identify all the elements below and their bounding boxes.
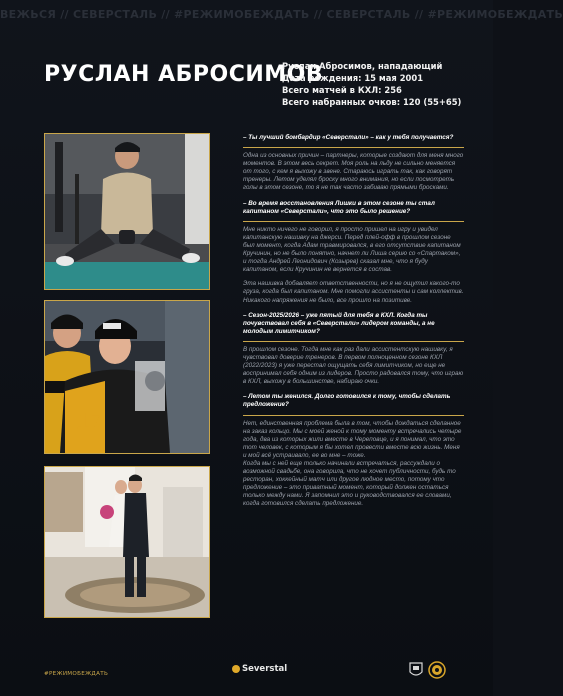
severstal-logo-text: Severstal [242,664,288,674]
top-banner-strip: ВЕЖЬСЯ // СЕВЕРСТАЛЬ // #РЕЖИМОБЕЖДАТЬ // СЕВЕРСТАЛЬ // #РЕЖИМОБЕЖДАТЬ [0,8,563,21]
severstal-mark-icon [232,665,240,673]
player-bio [282,60,461,108]
answer-1: Одна из основных причин – партнеры, которые создают для меня много моментов. В этом весь секрет. Моя роль на льду не сильно меняется от того, с кем я выхожу в звене. Стараюсь играть так, как говорят тренеры. Летом уделял броску много внимания, но если посмотреть голы в этом сезоне, то я не так часто забиваю прямыми бросками. [243,152,464,192]
answer-4-part-2: Когда мы с ней еще только начинали встречаться, рассуждали о возможной свадьбе, она говорила, что не хочет публичности, будь то ресторан, хоккейный матч или другое людное место, потому что предложение – это приватный момент, который должен остаться только между нами. Я запомнил это и руководствовался ее словами, когда готовился сделать предложение. [243,460,456,508]
question-divider [243,147,464,148]
severstal-logo [232,664,287,674]
wedding-photo [44,466,210,618]
club-emblem-icon [428,661,446,679]
player-name: РУСЛАН АБРОСИМОВ [44,62,324,87]
bio-games: Всего матчей в КХЛ: 256 [282,85,402,95]
question-1: – Ты лучший бомбардир «Северстали» – как у тебя получается? [243,134,454,141]
answer-2-part-1: Мне никто ничего не говорил, я просто пришел на игру и увидел капитанскую нашивку на джерси. Перед плей-офф в прошлом сезоне был момент, когда Адам травмировался, в его отсутствие капитаном Кручинин, но не было понятно, начнет ли Лиша серию со «Спартаком», и тогда Андрей Леонидович (Козырев) сказал мне, что я буду капитаном, если Кручинин не вернется в состав. [243,225,461,274]
bio-points: Всего набранных очков: 120 (55+65) [282,97,462,107]
footer-hashtag: #РЕЖИМОБЕЖДАТЬ [44,671,109,677]
question-3: – Сезон-2025/2026 – уже пятый для тебя в КХЛ. Когда ты почувствовал себя в «Северстали» лидером команды, а не молодым лимитчиком? [243,311,435,335]
question-4: – Летом ты женился. Долго готовился к тому, чтобы сделать предложение? [243,393,451,409]
question-divider [243,341,464,342]
bio-birthdate: Дата рождения: 15 мая 2001 [282,73,424,83]
question-divider [243,221,464,222]
player-training-photo [44,133,210,290]
svg-text:17: 17 [75,410,106,435]
player-on-ice-photo [44,300,210,454]
question-2: – Во время восстановления Лишки в этом сезоне ты стал капитаном «Северстали», что это было решение? [243,199,435,215]
bio-position: Руслан Абросимов, нападающий [282,61,443,71]
answer-3: В прошлом сезоне. Тогда мне как раз дали ассистентскую нашивку, я чувствовал доверие тренеров. В первом полноценном сезоне КХЛ (2022/2023) я уже перестал ощущать себя лимитчиком, но еще не воспринимал себя одним из лидеров. Просто радовался тому, что играю в КХЛ, выхожу в большинстве, набираю очки. [243,345,464,386]
league-badge-icon [409,662,423,678]
answer-4-part-1: Нет, единственная проблема была в том, чтобы дождаться сделанное на заказ кольцо. Мы с моей женой к тому моменту встречались четыре года, два из которых жили вместе в Череповце, и я понимал, что это тот человек, с которым я бы хотел провести вместе всю жизнь. Меня и мой всё устраивало, ее во мне – тоже. [243,419,462,459]
interview-article [243,134,464,509]
answer-2-part-2: Эта нашивка добавляет ответственности, но я не ощутил какого-то груза, когда был капитаном. Мне помогли ассистенты и сам коллектив. Никакого напряжения не было, все прошло на позитиве. [243,280,464,304]
question-divider [243,415,464,416]
